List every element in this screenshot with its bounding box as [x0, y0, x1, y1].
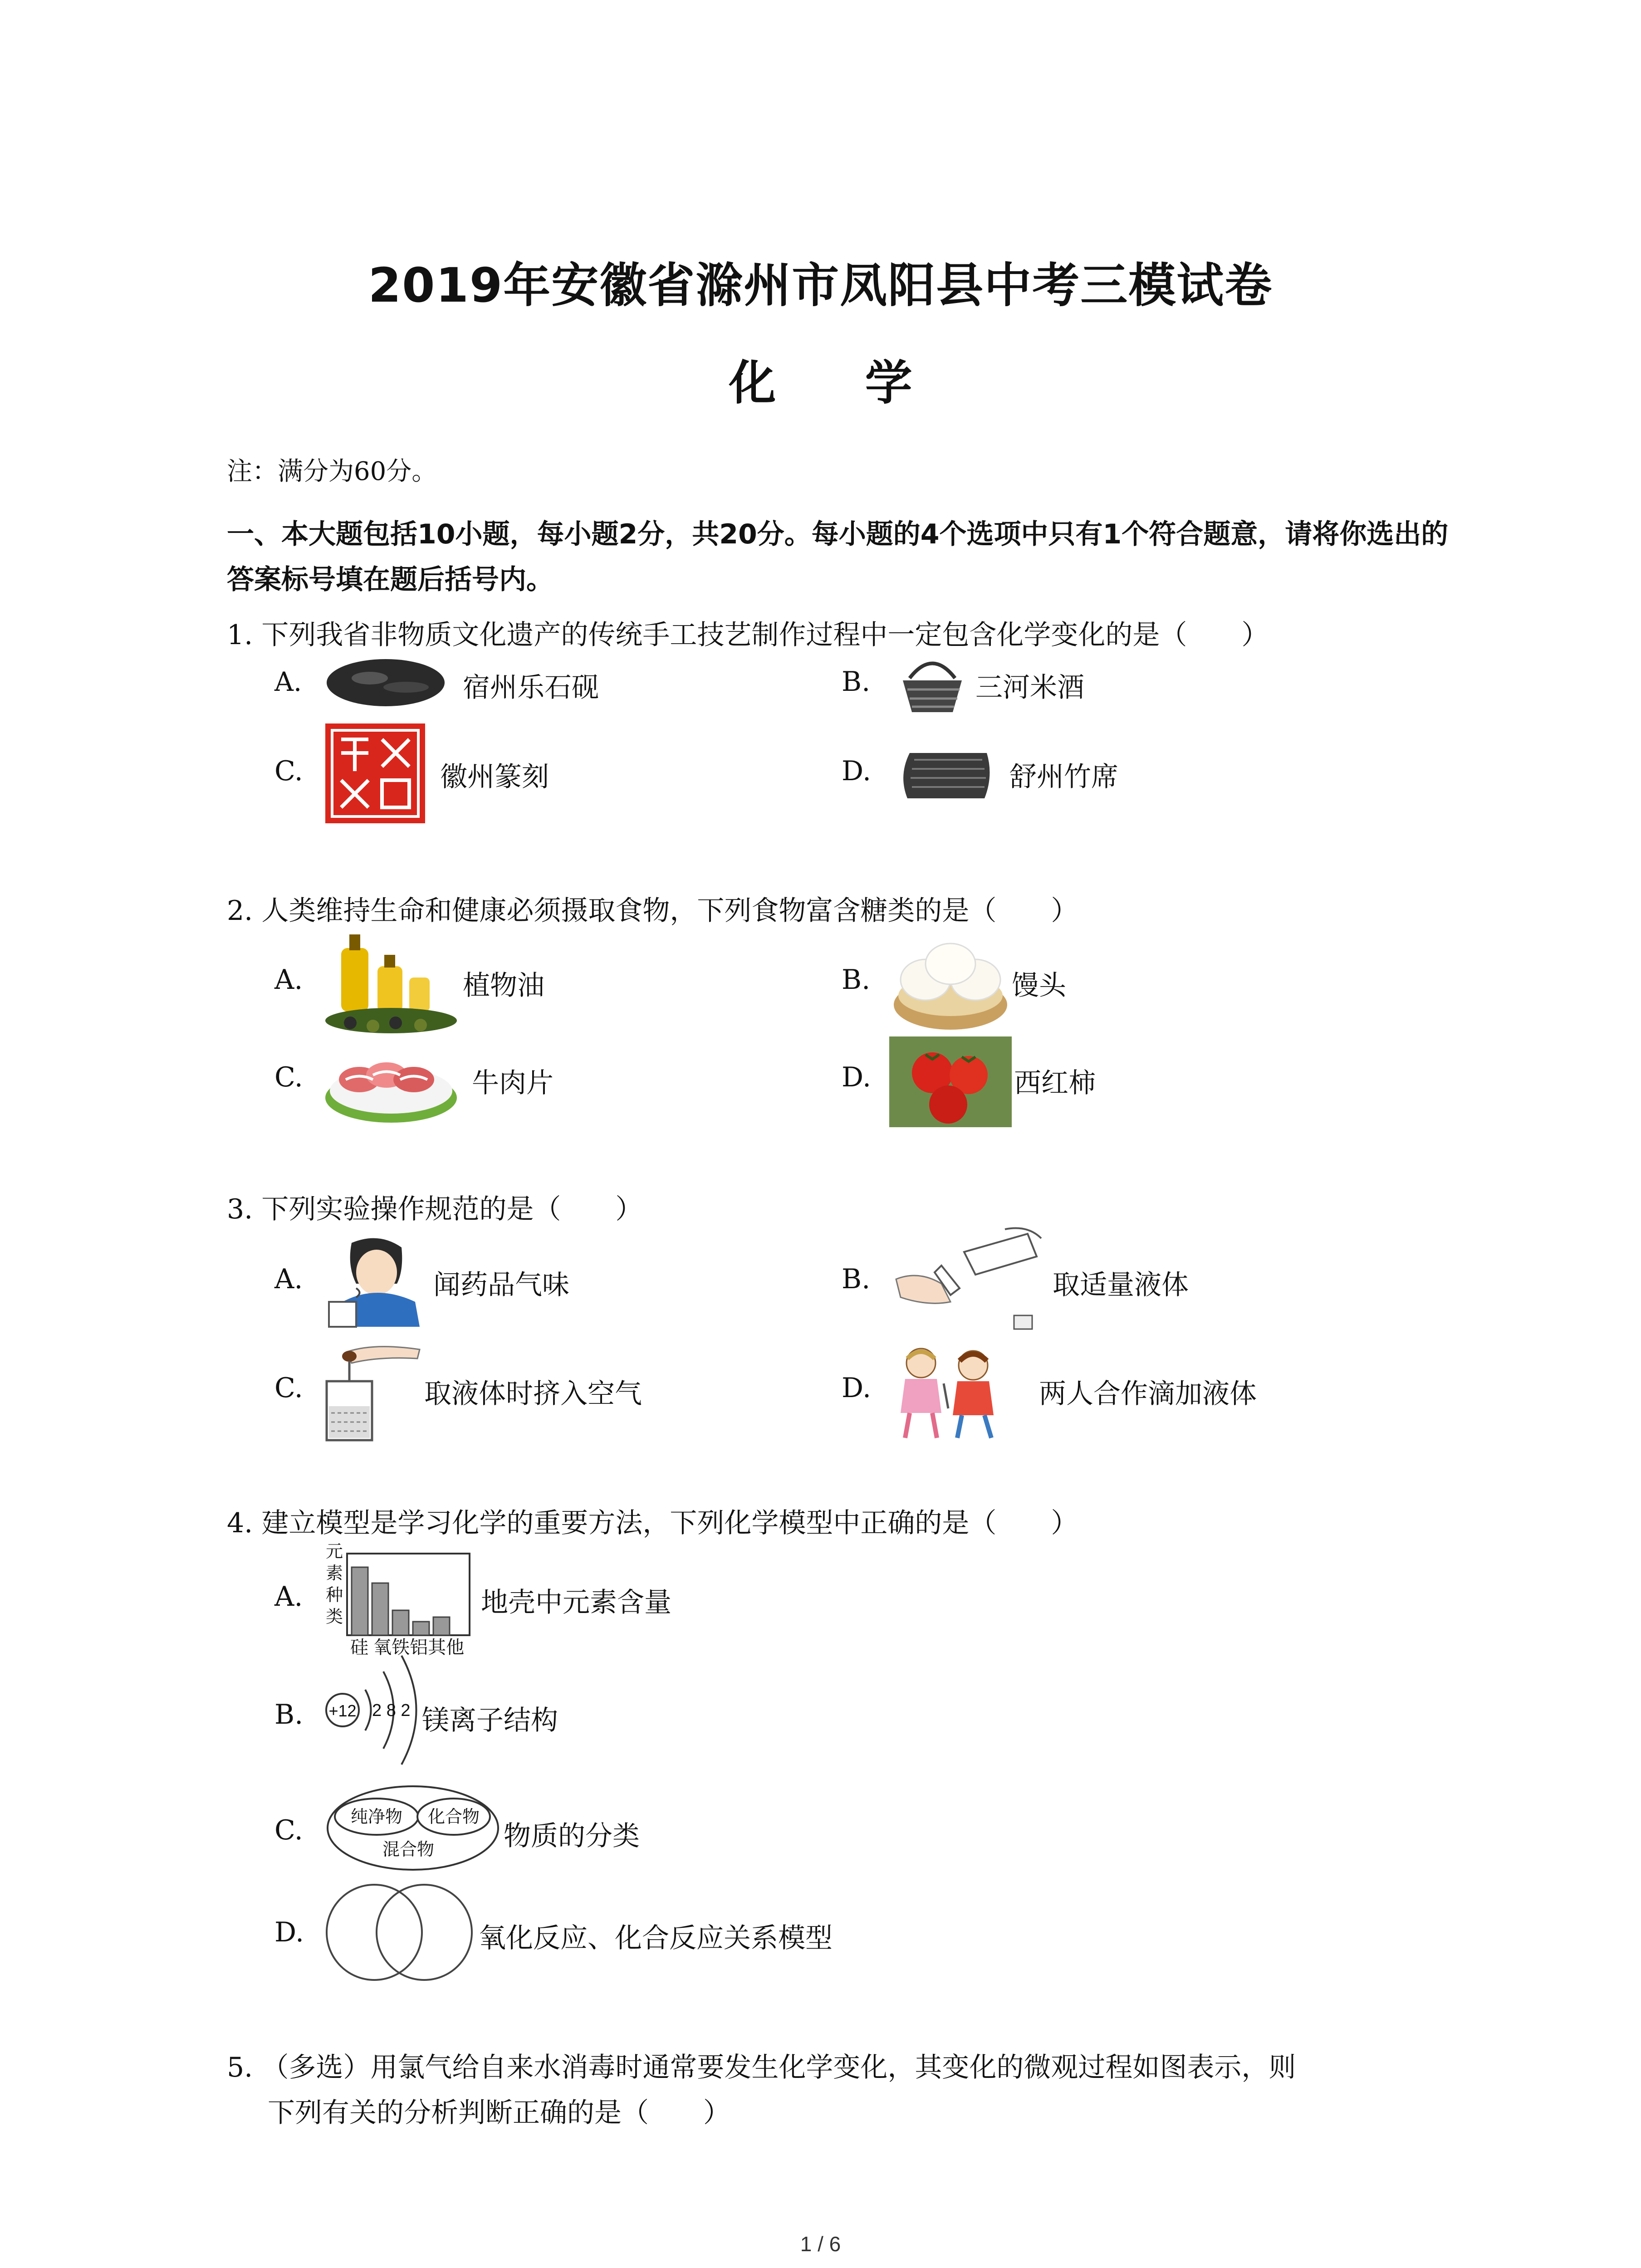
chart-y-label-4: 类	[326, 1608, 343, 1627]
page-title: 2019年安徽省滁州市凤阳县中考三模试卷	[368, 258, 1273, 313]
q1-option-c: C.	[274, 755, 303, 787]
q4-option-a: A.	[274, 1581, 303, 1613]
chart-y-label-3: 种	[326, 1586, 343, 1605]
q3-option-b-text: 取适量液体	[1053, 1269, 1189, 1301]
inkstone-image	[324, 655, 447, 710]
question-2-stem: 2. 人类维持生命和健康必须摄取食物，下列食物富含糖类的是（ ）	[227, 895, 1078, 927]
chart-x-labels: 硅 氧铁铝其他	[350, 1637, 465, 1657]
q4-option-b-text: 镁离子结构	[422, 1705, 558, 1736]
beef-slices-image	[323, 1043, 459, 1125]
q3-option-a-text: 闻药品气味	[433, 1269, 569, 1301]
chart-y-label-1: 元	[326, 1542, 343, 1561]
tomato-image	[889, 1036, 1012, 1127]
compound-label: 化合物	[427, 1808, 480, 1827]
rice-wine-basket-image	[896, 653, 969, 717]
pure-substance-label: 纯净物	[350, 1808, 403, 1827]
q1-option-b: B.	[842, 666, 871, 698]
bar-iron	[392, 1610, 409, 1635]
bamboo-mat-image	[896, 748, 996, 803]
question-5-stem-line2: 下列有关的分析判断正确的是（ ）	[268, 2097, 730, 2129]
score-note: 注：满分为60分。	[227, 457, 437, 486]
q3-option-b: B.	[842, 1263, 871, 1295]
seal-carving-image	[323, 721, 427, 826]
q4-option-c-text: 物质的分类	[504, 1820, 640, 1852]
subject-title: 化 学	[729, 355, 949, 411]
two-kids-dropping-image	[889, 1340, 1007, 1445]
q4-option-b: B.	[274, 1699, 304, 1730]
smelling-chemical-image	[324, 1234, 424, 1329]
bar-oxygen	[372, 1583, 388, 1635]
q1-option-b-text: 三河米酒	[975, 672, 1084, 704]
q2-option-c: C.	[274, 1061, 303, 1093]
question-1-stem: 1. 下列我省非物质文化遗产的传统手工技艺制作过程中一定包含化学变化的是（ ）	[227, 619, 1269, 651]
q2-option-c-text: 牛肉片	[472, 1067, 554, 1099]
magnesium-ion-structure-diagram	[320, 1653, 429, 1767]
chart-y-label-2: 素	[326, 1564, 343, 1583]
q3-option-a: A.	[274, 1263, 303, 1295]
q2-option-d-text: 西红柿	[1014, 1067, 1096, 1099]
q3-option-c-text: 取液体时挤入空气	[424, 1378, 642, 1410]
question-4-stem: 4. 建立模型是学习化学的重要方法，下列化学模型中正确的是（ ）	[227, 1507, 1078, 1539]
mixture-label: 混合物	[382, 1840, 435, 1859]
section-instructions: 一、本大题包括10小题，每小题2分，共20分。每小题的4个选项中只有1个符合题意，请将你选出的答案标号填在题后括号内。	[227, 518, 1449, 596]
bar-aluminum	[413, 1622, 429, 1635]
q3-option-d-text: 两人合作滴加液体	[1039, 1378, 1257, 1410]
bar-other	[433, 1617, 450, 1635]
q3-option-d: D.	[842, 1372, 872, 1404]
q2-option-a: A.	[274, 964, 303, 996]
q4-option-c: C.	[274, 1814, 303, 1846]
nucleus-charge: +12	[328, 1701, 357, 1720]
q2-option-b: B.	[842, 964, 871, 996]
page-number: 1 / 6	[800, 2232, 841, 2256]
vegetable-oil-image	[323, 930, 459, 1034]
q2-option-a-text: 植物油	[463, 970, 544, 1002]
pouring-liquid-image	[892, 1225, 1046, 1343]
q2-option-b-text: 馒头	[1012, 970, 1066, 1002]
q1-option-c-text: 徽州篆刻	[440, 761, 549, 793]
q4-option-d-text: 氧化反应、化合反应关系模型	[479, 1922, 833, 1954]
q4-option-a-text: 地壳中元素含量	[481, 1587, 671, 1618]
question-5-stem-line1: 5. （多选）用氯气给自来水消毒时通常要发生化学变化，其变化的微观过程如图表示，则	[227, 2052, 1296, 2083]
q1-option-a: A.	[274, 666, 302, 697]
question-3-stem: 3. 下列实验操作规范的是（ ）	[227, 1193, 643, 1225]
q2-option-d: D.	[842, 1061, 872, 1093]
substance-classification-diagram	[324, 1783, 501, 1873]
q4-option-d: D.	[274, 1916, 304, 1948]
q1-option-d-text: 舒州竹席	[1009, 761, 1118, 793]
dropper-in-bottle-image	[320, 1338, 424, 1442]
q3-option-c: C.	[274, 1372, 303, 1404]
q1-option-d: D.	[842, 755, 872, 787]
steamed-bun-image	[892, 937, 1009, 1032]
bar-silicon	[352, 1567, 368, 1635]
q1-option-a-text: 宿州乐石砚	[463, 672, 599, 704]
venn-diagram	[322, 1878, 476, 1987]
crust-element-bar-chart	[318, 1540, 481, 1658]
electron-shell-counts: 2 8 2	[372, 1701, 411, 1720]
